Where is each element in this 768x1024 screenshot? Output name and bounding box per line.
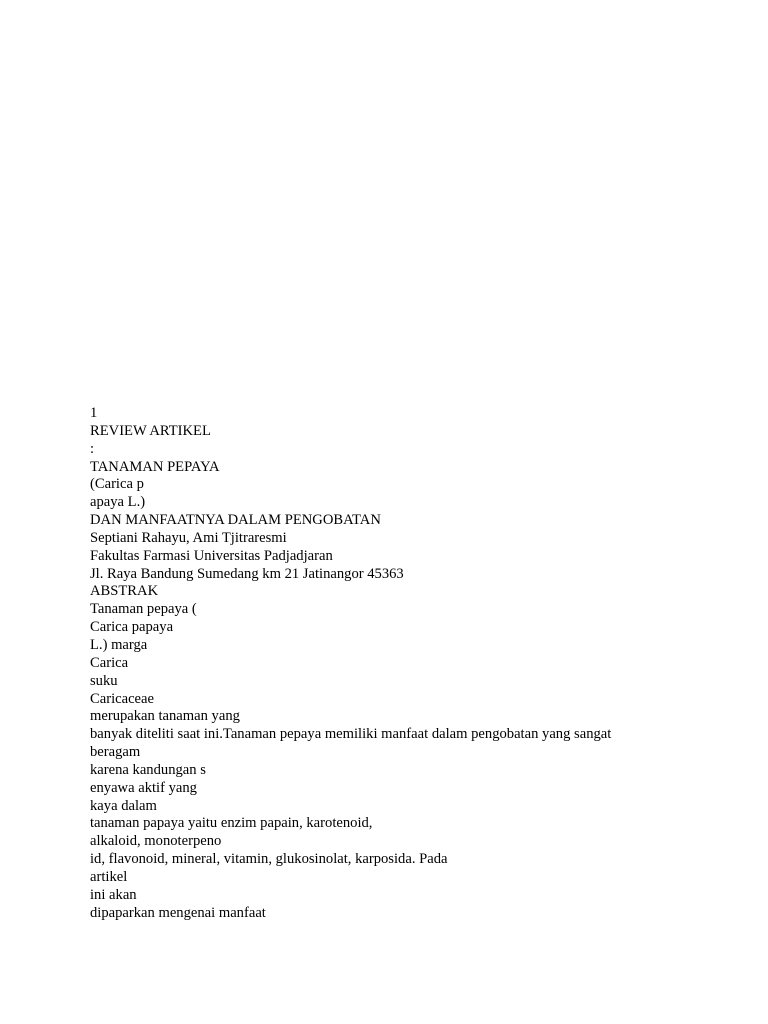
- text-line: :: [90, 440, 95, 457]
- abstract-line: tanaman papaya yaitu enzim papain, karotenoid,: [90, 815, 373, 832]
- abstract-line: dipaparkan mengenai manfaat: [90, 904, 266, 921]
- abstract-line: Carica: [90, 654, 129, 671]
- article-title: apaya L.): [90, 494, 146, 511]
- abstract-line: id, flavonoid, mineral, vitamin, glukosinolat, karposida. Pada: [90, 851, 448, 868]
- abstract-line: artikel: [90, 868, 128, 885]
- abstract-line: Tanaman pepaya (: [90, 601, 197, 618]
- abstract-line: kaya dalam: [90, 797, 157, 814]
- abstract-line: merupakan tanaman yang: [90, 708, 240, 725]
- abstract-line: Carica papaya: [90, 619, 174, 636]
- document-text: [90, 405, 730, 922]
- article-title: (Carica p: [90, 476, 144, 493]
- abstract-line: L.) marga: [90, 636, 148, 653]
- abstract-line: karena kandungan s: [90, 761, 206, 778]
- article-title: DAN MANFAATNYA DALAM PENGOBATAN: [90, 512, 381, 529]
- abstract-line: beragam: [90, 744, 141, 761]
- authors: Septiani Rahayu, Ami Tjitraresmi: [90, 529, 287, 546]
- abstract-heading: ABSTRAK: [90, 583, 159, 600]
- abstract-line: Caricaceae: [90, 690, 154, 707]
- abstract-line: banyak diteliti saat ini.Tanaman pepaya memiliki manfaat dalam pengobatan yang sangat: [90, 726, 612, 743]
- address: Jl. Raya Bandung Sumedang km 21 Jatinangor 45363: [90, 565, 404, 582]
- page-number: 1: [90, 405, 98, 421]
- article-type-heading: REVIEW ARTIKEL: [90, 422, 211, 439]
- affiliation: Fakultas Farmasi Universitas Padjadjaran: [90, 547, 333, 564]
- abstract-line: ini akan: [90, 886, 137, 903]
- abstract-line: enyawa aktif yang: [90, 779, 197, 796]
- abstract-line: suku: [90, 672, 118, 689]
- abstract-line: alkaloid, monoterpeno: [90, 833, 222, 850]
- article-title: TANAMAN PEPAYA: [90, 458, 220, 475]
